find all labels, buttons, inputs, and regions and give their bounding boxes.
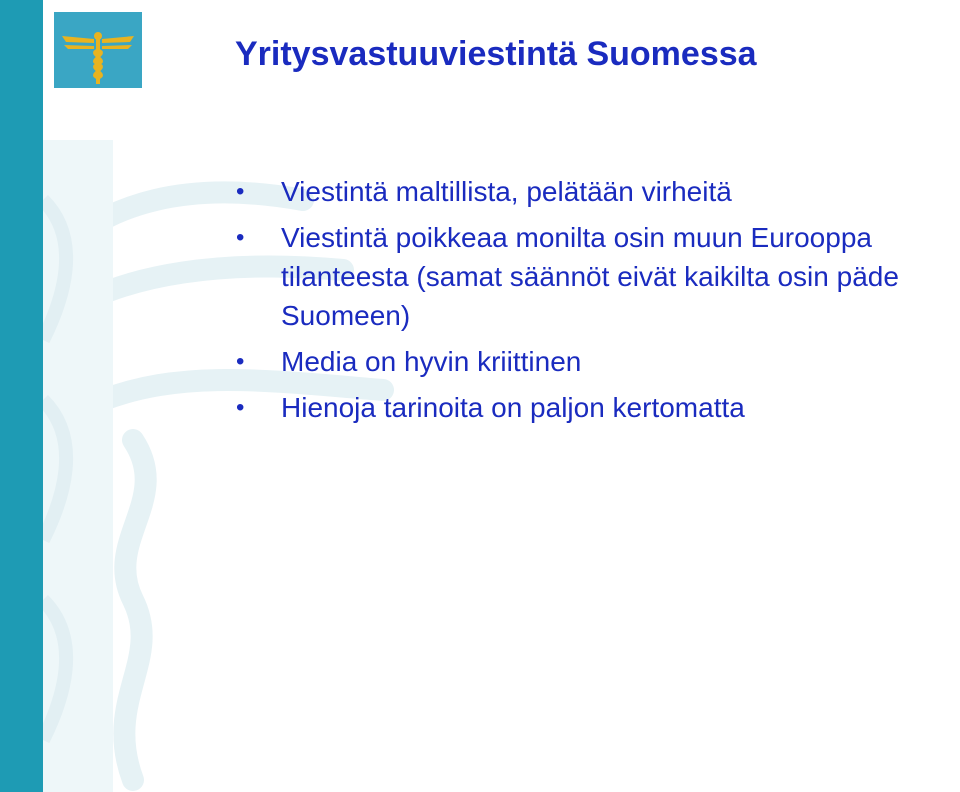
bullet-dot-icon: •	[236, 178, 245, 205]
slide-title: Yritysvastuuviestintä Suomessa	[235, 35, 757, 73]
left-accent-bar	[0, 0, 43, 792]
bullet-text: Media on hyvin kriittinen	[281, 346, 582, 377]
bullet-item	[236, 218, 958, 335]
bullet-text: Viestintä maltillista, pelätään virheitä	[281, 176, 732, 207]
bullet-item	[236, 172, 958, 211]
bullet-list	[236, 172, 958, 434]
bullet-item	[236, 342, 958, 381]
bullet-dot-icon: •	[236, 394, 245, 421]
bullet-text: Viestintä poikkeaa monilta osin muun Eurooppa tilanteesta (samat säännöt eivät kaikilta osin päde Suomeen)	[281, 222, 899, 331]
caduceus-logo-icon	[54, 12, 142, 88]
bullet-item	[236, 388, 958, 427]
bullet-dot-icon: •	[236, 348, 245, 375]
bullet-text: Hienoja tarinoita on paljon kertomatta	[281, 392, 745, 423]
bullet-dot-icon: •	[236, 224, 245, 251]
